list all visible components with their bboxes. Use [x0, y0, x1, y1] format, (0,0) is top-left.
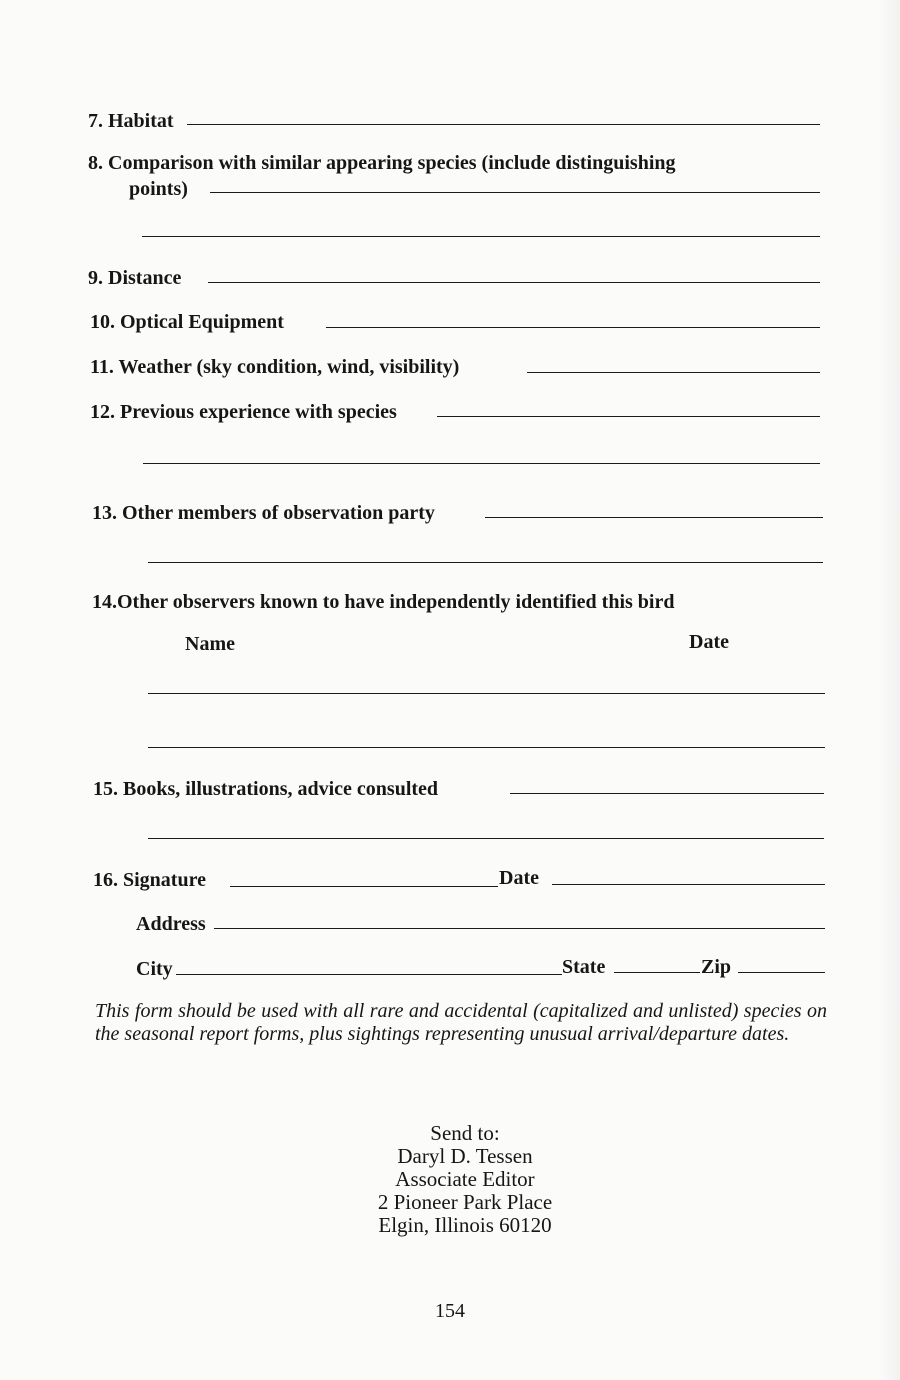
distance-label: 9. Distance — [88, 267, 182, 289]
books-field-2[interactable] — [148, 838, 824, 839]
weather-field[interactable] — [527, 372, 820, 373]
party-label: 13. Other members of observation party — [92, 502, 435, 524]
address-label: Address — [136, 913, 206, 935]
send-to-title: Associate Editor — [395, 1167, 535, 1191]
zip-field[interactable] — [738, 972, 825, 973]
books-field-1[interactable] — [510, 793, 824, 794]
signature-date-label: Date — [499, 867, 539, 889]
weather-label: 11. Weather (sky condition, wind, visibility) — [90, 356, 460, 378]
send-to-street: 2 Pioneer Park Place — [377, 1190, 553, 1214]
state-label: State — [562, 956, 606, 978]
previous-field-2[interactable] — [143, 463, 820, 464]
optical-field[interactable] — [326, 327, 820, 328]
books-label: 15. Books, illustrations, advice consulted — [93, 778, 439, 800]
signature-label: 16. Signature — [93, 869, 206, 891]
usage-note: This form should be used with all rare and accidental (capitalized and unlisted) species on the seasonal report forms, plus sightings representing unusual arrival/departure dates. — [95, 1000, 827, 1045]
comparison-field-1[interactable] — [210, 192, 820, 193]
city-label: City — [136, 958, 173, 980]
observer-field-2[interactable] — [148, 747, 825, 748]
party-field-1[interactable] — [485, 517, 823, 518]
previous-field-1[interactable] — [437, 416, 820, 417]
comparison-field-2[interactable] — [142, 236, 820, 237]
signature-field[interactable] — [230, 886, 498, 887]
comparison-label: 8. Comparison with similar appearing species (include distinguishing — [88, 152, 676, 174]
signature-date-field[interactable] — [552, 884, 825, 885]
city-field[interactable] — [176, 974, 562, 975]
state-field[interactable] — [614, 972, 700, 973]
send-to-heading: Send to: — [430, 1121, 500, 1145]
page-edge — [880, 0, 900, 1380]
observers-label: 14.Other observers known to have independently identified this bird — [92, 591, 675, 613]
observer-field-1[interactable] — [148, 693, 825, 694]
send-to-name: Daryl D. Tessen — [397, 1144, 533, 1168]
party-field-2[interactable] — [148, 562, 823, 563]
send-to-block — [250, 1122, 680, 1237]
distance-field[interactable] — [208, 282, 820, 283]
optical-label: 10. Optical Equipment — [90, 311, 284, 333]
name-column-header: Name — [185, 633, 235, 655]
previous-label: 12. Previous experience with species — [90, 401, 397, 423]
zip-label: Zip — [701, 956, 732, 978]
date-column-header: Date — [689, 631, 729, 653]
address-field[interactable] — [214, 928, 825, 929]
page-number: 154 — [435, 1300, 465, 1322]
habitat-field[interactable] — [187, 124, 820, 125]
send-to-city: Elgin, Illinois 60120 — [378, 1213, 552, 1237]
comparison-label-cont: points) — [129, 178, 188, 200]
habitat-label: 7. Habitat — [88, 110, 174, 132]
